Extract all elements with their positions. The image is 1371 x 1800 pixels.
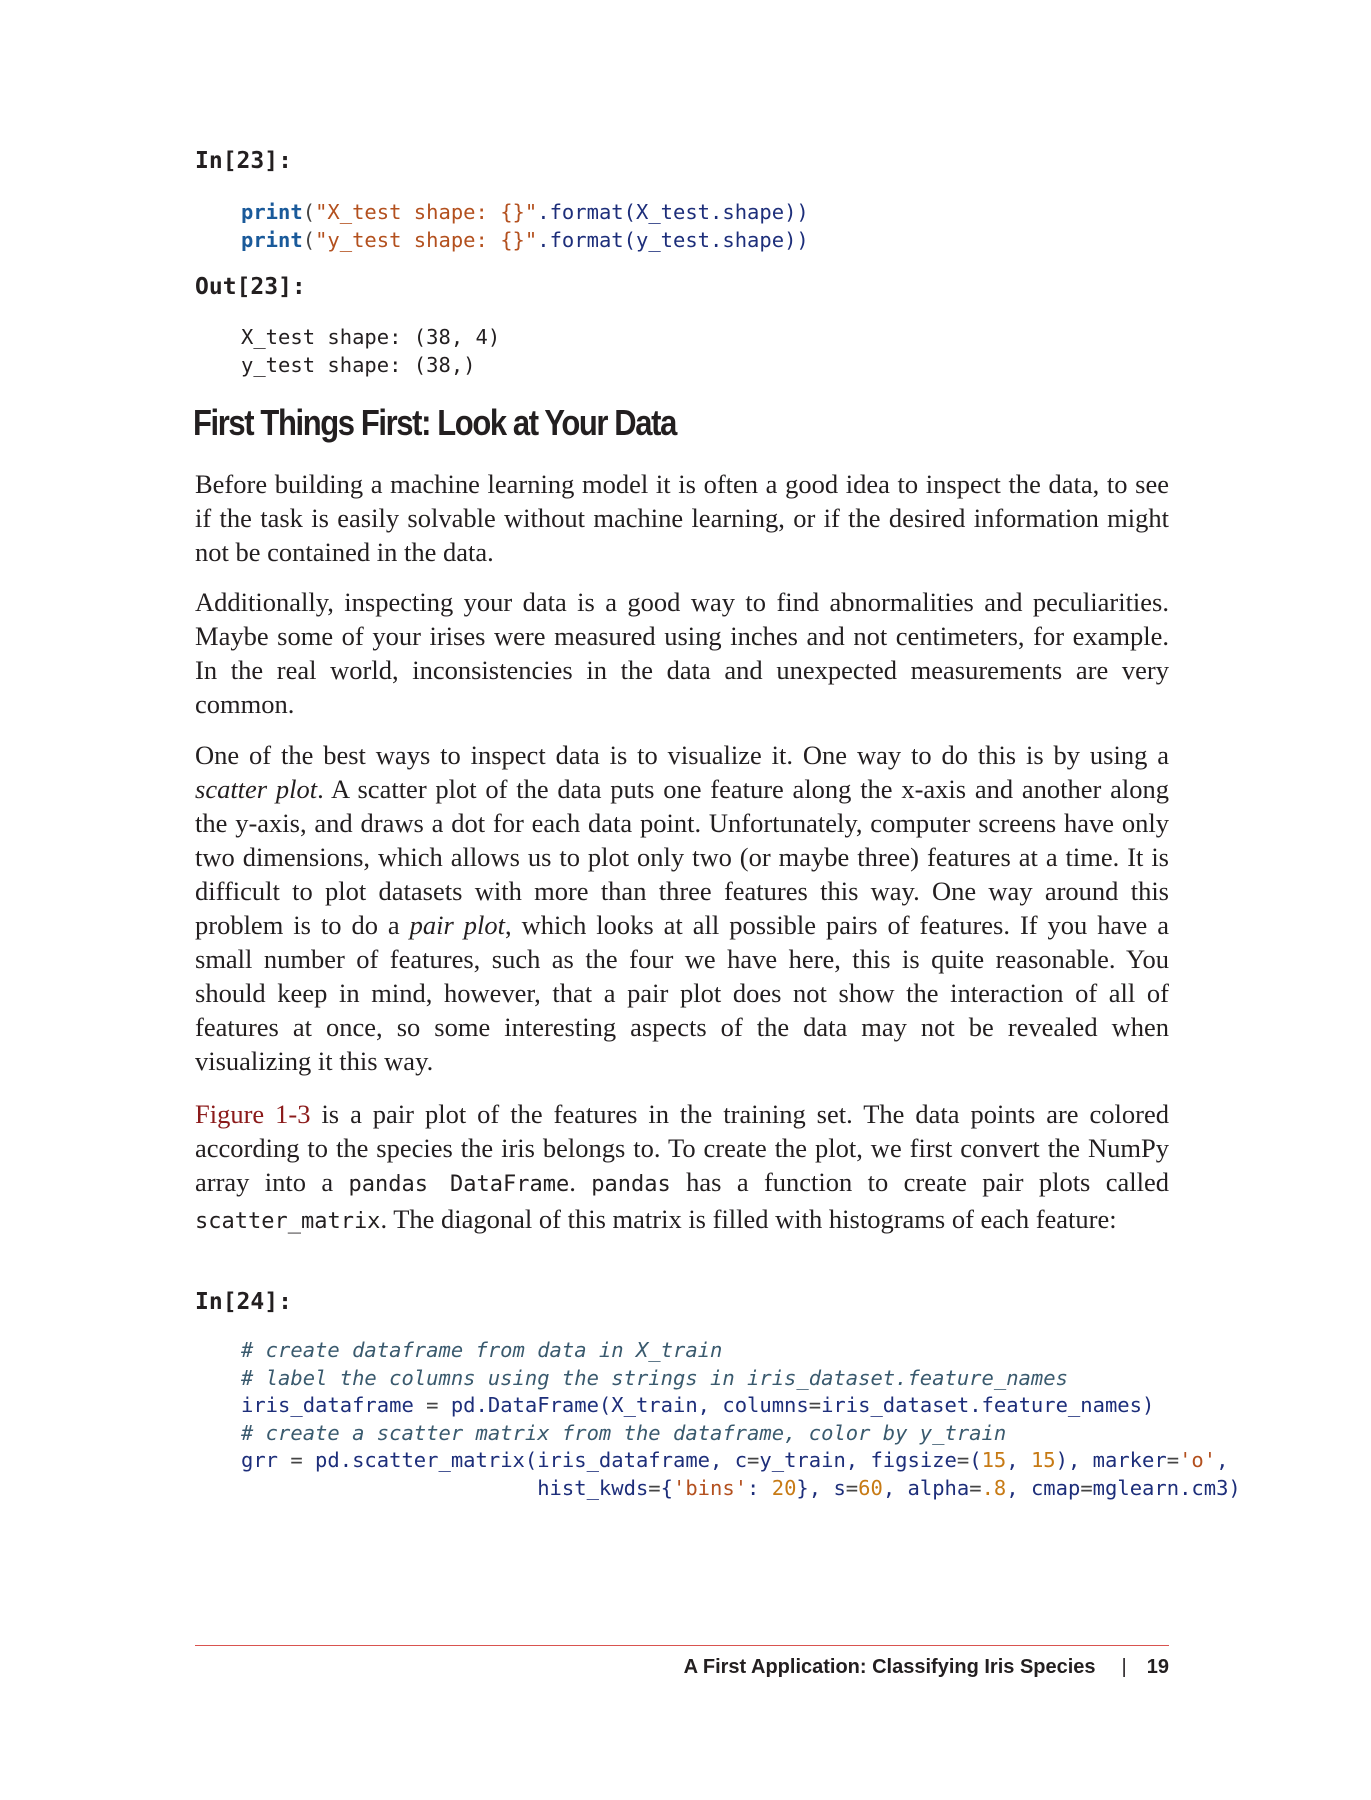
code-token: ( xyxy=(969,1448,982,1472)
section-heading: First Things First: Look at Your Data xyxy=(193,402,676,443)
paragraph-text: . xyxy=(569,1167,592,1197)
code-token: , alpha xyxy=(882,1475,970,1500)
code-token: grr xyxy=(241,1448,291,1472)
paragraph-text: has a function to create pair plots called xyxy=(670,1167,1170,1197)
output-line: y_test shape: (38,) xyxy=(241,352,476,377)
code-token: = xyxy=(808,1393,822,1417)
code-token: ), marker xyxy=(1055,1448,1167,1472)
paragraph-text: is a pair plot of the features in the training set. The data points are colored according to the species the iris belongs to. To create the plot, we first convert the NumPy array into a xyxy=(195,1099,1169,1197)
paragraph-2: Additionally, inspecting your data is a good way to find abnormalities and peculiarities. Maybe some of your irises were measured using inches and not centimeters, for example. In the real world, inconsistencies in the data and unexpected measurements are very common. xyxy=(195,587,1169,719)
code-line xyxy=(241,1447,1241,1475)
code-token: print xyxy=(241,227,303,252)
code-token: = xyxy=(1166,1448,1180,1472)
input-prompt-23: In[23]: xyxy=(195,148,292,174)
code-token: .format(X_test.shape)) xyxy=(537,200,809,224)
page-footer xyxy=(684,1656,1169,1679)
code-token: # create dataframe from data in X_train xyxy=(241,1338,723,1362)
code-token: = xyxy=(747,1448,760,1472)
code-token: # label the columns using the strings in iris_dataset.feature_names xyxy=(241,1365,1068,1390)
code-token: iris_dataset.feature_names) xyxy=(821,1393,1155,1417)
output-prompt-23: Out[23]: xyxy=(195,274,306,300)
paragraph-3 xyxy=(195,738,1169,1078)
inline-code-scatter-matrix: scatter_matrix xyxy=(195,1209,381,1234)
paragraph-text: . A scatter plot of the data puts one feature along the x-axis and another along the y-axis, and draws a dot for each data point. Unfortunately, computer screens have only two dimensions, which allows us to plot only two (or maybe three) features at a time. It is difficult to plot datasets with more than three features this way. One way around this problem is to do a xyxy=(195,774,1169,940)
code-token: = xyxy=(648,1475,661,1500)
inline-code-pandas: pandas xyxy=(591,1172,671,1197)
code-line xyxy=(241,1337,1241,1365)
code-token: .format(y_test.shape)) xyxy=(537,227,809,252)
code-token: , cmap xyxy=(1006,1475,1081,1500)
code-token: = xyxy=(426,1393,439,1417)
footer-rule xyxy=(195,1645,1169,1646)
code-token: = xyxy=(1080,1475,1093,1500)
code-line xyxy=(241,1392,1241,1420)
code-token: { xyxy=(660,1475,673,1500)
inline-code-pandas-dataframe: pandas DataFrame xyxy=(348,1172,570,1197)
code-token: = xyxy=(956,1448,970,1472)
code-token: 20 xyxy=(771,1475,797,1500)
paragraph-4 xyxy=(195,1097,1169,1239)
figure-cross-reference-link[interactable]: Figure 1-3 xyxy=(195,1099,311,1129)
code-token: : xyxy=(747,1475,772,1500)
paragraph-text: One of the best ways to inspect data is to visualize it. One way to do this is by using a xyxy=(195,740,1169,770)
paragraph-text: , which looks at all possible pairs of features. If you have a small number of features, such as the four we have here, this is quite reasonable. You should keep in mind, however, that a pair plot does not show the interaction of all of features at once, so some interesting aspects of the data may not be revealed when visualizing it this way. xyxy=(195,910,1169,1076)
output-block-23 xyxy=(241,324,500,379)
code-line xyxy=(241,1420,1241,1448)
emphasis-pair-plot: pair plot xyxy=(409,910,505,940)
code-token: "X_test shape: {}" xyxy=(315,200,538,224)
code-token: = xyxy=(969,1475,982,1500)
code-block-23 xyxy=(241,199,809,254)
code-token: ( xyxy=(302,200,316,224)
code-token: = xyxy=(290,1448,303,1472)
code-token: 'o' xyxy=(1179,1448,1217,1472)
code-token: hist_kwds xyxy=(241,1475,649,1500)
code-token: = xyxy=(845,1475,859,1500)
code-token: mglearn.cm3) xyxy=(1092,1475,1241,1500)
code-token: , xyxy=(1216,1448,1229,1472)
code-token: , xyxy=(1006,1448,1031,1472)
code-token: print xyxy=(241,200,303,224)
code-token: "y_test shape: {}" xyxy=(315,227,538,252)
code-token: .8 xyxy=(981,1475,1007,1500)
code-token: pd.scatter_matrix(iris_dataframe, c xyxy=(302,1448,748,1472)
code-line xyxy=(241,227,809,255)
emphasis-scatter-plot: scatter plot xyxy=(195,774,318,804)
code-token: 'bins' xyxy=(672,1475,748,1500)
paragraph-1: Before building a machine learning model it is often a good idea to inspect the data, to see if the task is easily solvable without machine learning, or if the desired information might not be contained in the data. xyxy=(195,469,1169,567)
code-token: pd.DataFrame(X_train, columns xyxy=(438,1393,809,1417)
code-token: iris_dataframe xyxy=(241,1393,427,1417)
input-prompt-24: In[24]: xyxy=(195,1289,292,1315)
output-line: X_test shape: (38, 4) xyxy=(241,325,501,349)
code-token: }, s xyxy=(796,1475,846,1500)
code-block-24 xyxy=(241,1337,1241,1502)
code-token: y_train, figsize xyxy=(759,1448,957,1472)
code-token: ( xyxy=(302,227,316,252)
code-line xyxy=(241,1365,1241,1393)
code-line xyxy=(241,1475,1241,1503)
code-line xyxy=(241,199,809,227)
code-token: # create a scatter matrix from the dataframe, color by y_train xyxy=(241,1420,1007,1445)
paragraph-text: . The diagonal of this matrix is filled with histograms of each feature: xyxy=(380,1204,1117,1234)
page-number: 19 xyxy=(1146,1656,1169,1678)
running-title: A First Application: Classifying Iris Species xyxy=(683,1656,1096,1678)
footer-separator: | xyxy=(1121,1656,1127,1678)
code-token: 60 xyxy=(858,1475,883,1500)
code-token: 15 xyxy=(981,1448,1007,1472)
code-token: 15 xyxy=(1030,1448,1056,1472)
